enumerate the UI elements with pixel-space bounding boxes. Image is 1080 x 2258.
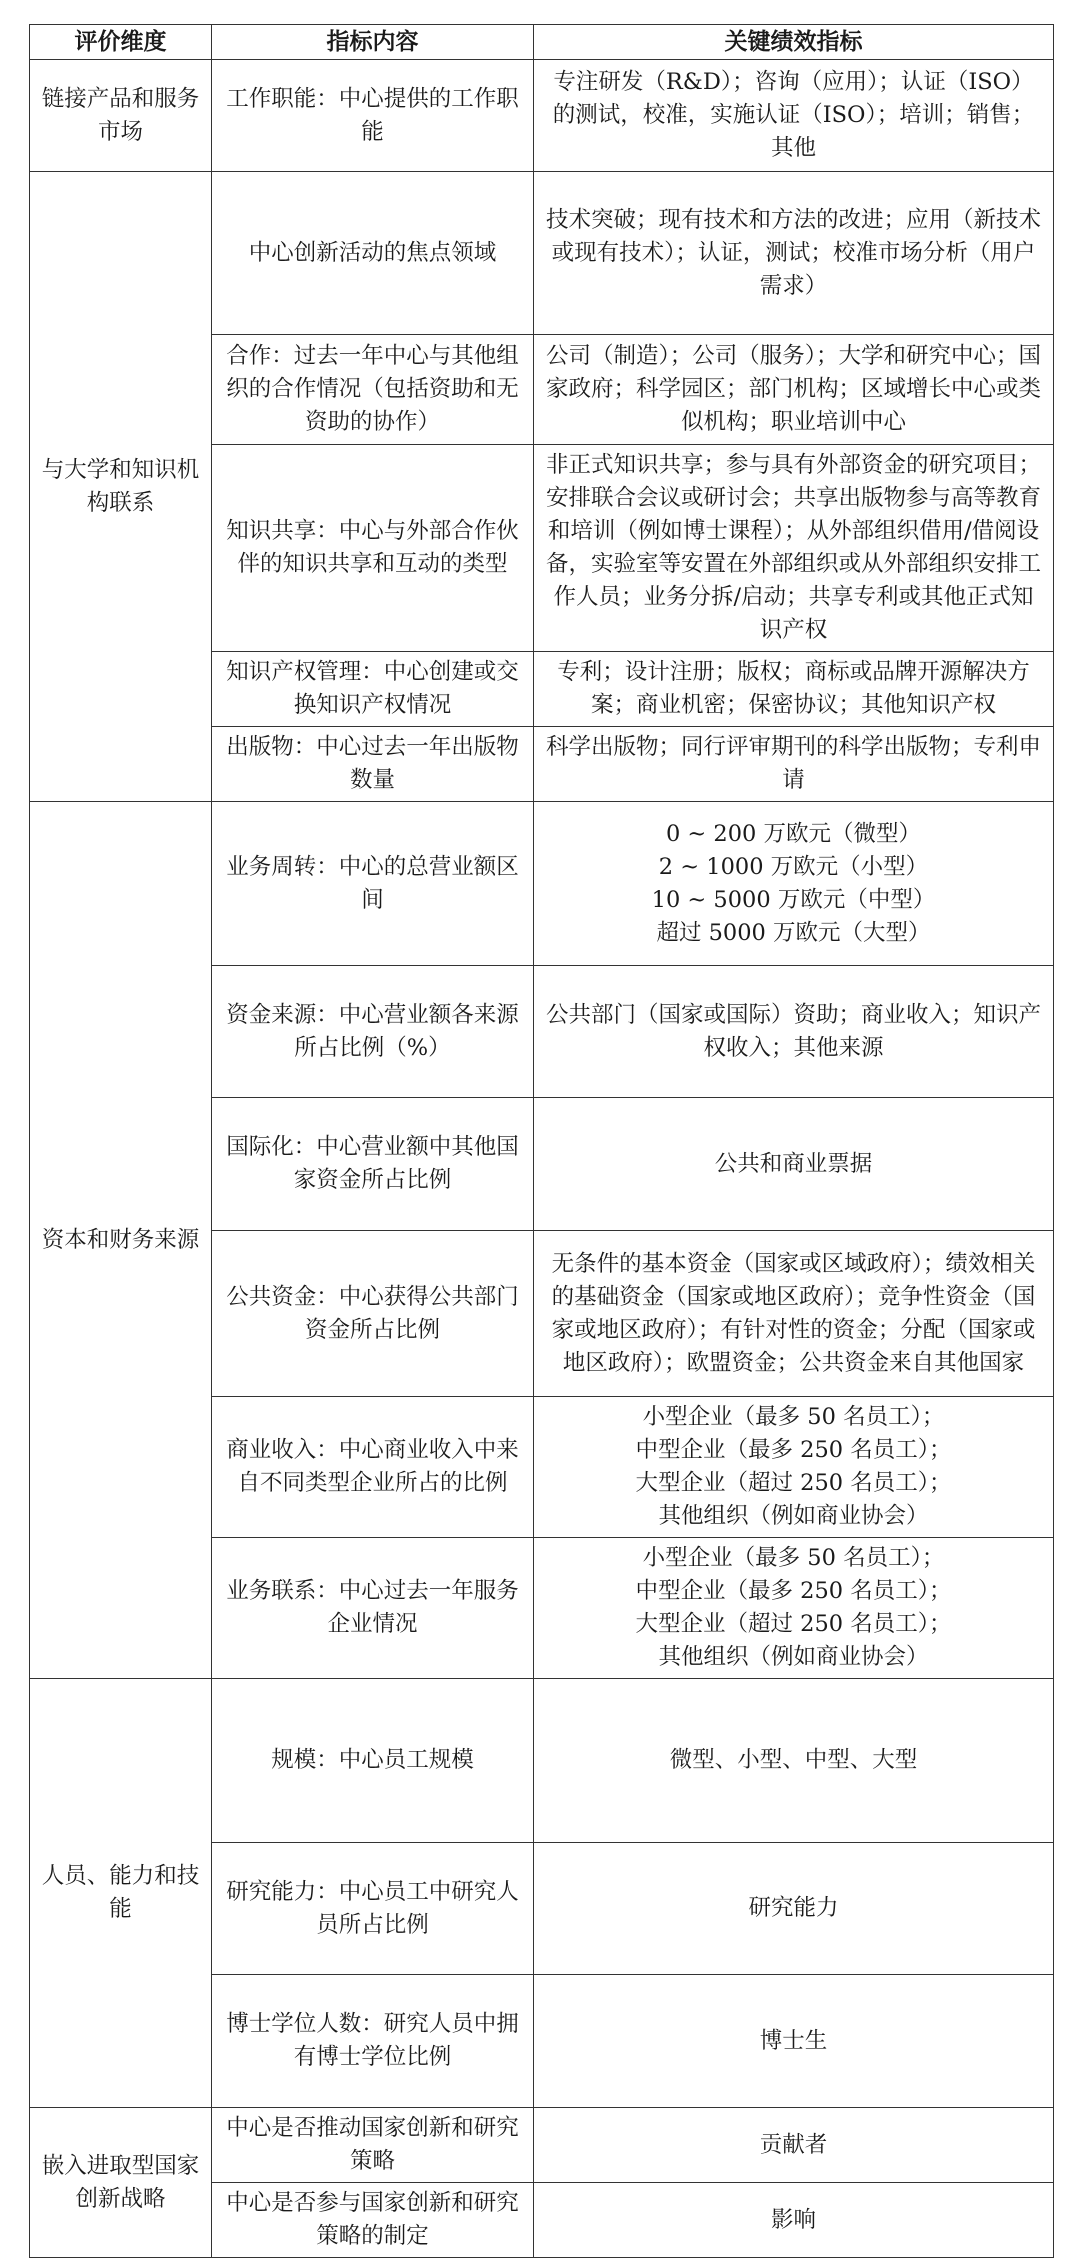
table-row <box>30 172 1054 335</box>
kpi-line: 10 ~ 5000 万欧元（中型） <box>651 886 936 913</box>
kpi-line: 其他组织（例如商业协会） <box>658 1644 929 1670</box>
table-row <box>30 60 1054 172</box>
indicator-content-cell: 规模：中心员工规模 <box>212 1679 534 1843</box>
kpi-cell: 贡献者 <box>534 2108 1054 2183</box>
kpi-cell: 影响 <box>534 2183 1054 2258</box>
indicator-content-cell: 工作职能：中心提供的工作职能 <box>212 60 534 172</box>
indicator-content-cell: 中心是否推动国家创新和研究策略 <box>212 2108 534 2183</box>
kpi-line: 小型企业（最多 50 名员工）； <box>642 1545 945 1571</box>
table-header-row <box>30 25 1054 60</box>
kpi-cell: 公共和商业票据 <box>534 1098 1054 1231</box>
kpi-line: 2 ~ 1000 万欧元（小型） <box>658 853 929 880</box>
kpi-cell: 公共部门（国家或国际）资助；商业收入；知识产权收入；其他来源 <box>534 966 1054 1098</box>
indicator-content-cell: 合作：过去一年中心与其他组织的合作情况（包括资助和无资助的协作） <box>212 335 534 445</box>
indicator-content-cell: 知识共享：中心与外部合作伙伴的知识共享和互动的类型 <box>212 445 534 652</box>
dimension-cell: 资本和财务来源 <box>30 802 212 1679</box>
kpi-cell: 无条件的基本资金（国家或区域政府）；绩效相关的基础资金（国家或地区政府）；竞争性资金（国家或地区政府）；有针对性的资金；分配（国家或地区政府）；欧盟资金；公共资金来自其他国家 <box>534 1231 1054 1397</box>
indicator-content-cell: 中心是否参与国家创新和研究策略的制定 <box>212 2183 534 2258</box>
kpi-line: 中型企业（最多 250 名员工）； <box>635 1578 952 1604</box>
kpi-cell <box>534 1538 1054 1679</box>
kpi-cell: 微型、小型、中型、大型 <box>534 1679 1054 1843</box>
indicator-content-cell: 业务周转：中心的总营业额区间 <box>212 802 534 966</box>
dimension-cell: 嵌入进取型国家创新战略 <box>30 2108 212 2258</box>
indicator-content-cell: 博士学位人数：研究人员中拥有博士学位比例 <box>212 1975 534 2108</box>
indicator-content-cell: 资金来源：中心营业额各来源所占比例（%） <box>212 966 534 1098</box>
kpi-line: 0 ~ 200 万欧元（微型） <box>665 820 922 847</box>
table-row <box>30 1679 1054 1843</box>
kpi-line: 大型企业（超过 250 名员工）； <box>635 1611 952 1637</box>
kpi-line: 超过 5000 万欧元（大型） <box>656 919 931 946</box>
table-row <box>30 802 1054 966</box>
kpi-line: 大型企业（超过 250 名员工）； <box>635 1470 952 1496</box>
indicator-content-cell: 研究能力：中心员工中研究人员所占比例 <box>212 1843 534 1975</box>
kpi-cell: 科学出版物；同行评审期刊的科学出版物；专利申请 <box>534 727 1054 802</box>
indicator-content-cell: 公共资金：中心获得公共部门资金所占比例 <box>212 1231 534 1397</box>
indicator-content-cell: 出版物：中心过去一年出版物数量 <box>212 727 534 802</box>
kpi-table <box>29 24 1054 2258</box>
kpi-cell <box>534 1397 1054 1538</box>
header-kpi: 关键绩效指标 <box>534 25 1054 60</box>
kpi-cell: 技术突破；现有技术和方法的改进；应用（新技术或现有技术）；认证，测试；校准市场分析（用户需求） <box>534 172 1054 335</box>
indicator-content-cell: 国际化：中心营业额中其他国家资金所占比例 <box>212 1098 534 1231</box>
kpi-cell: 博士生 <box>534 1975 1054 2108</box>
kpi-cell: 专注研发（R&D）；咨询（应用）；认证（ISO）的测试，校准，实施认证（ISO）；培训；销售；其他 <box>534 60 1054 172</box>
indicator-content-cell: 中心创新活动的焦点领域 <box>212 172 534 335</box>
kpi-cell: 专利；设计注册；版权；商标或品牌开源解决方案；商业机密；保密协议；其他知识产权 <box>534 652 1054 727</box>
kpi-line: 其他组织（例如商业协会） <box>658 1503 929 1529</box>
header-content: 指标内容 <box>212 25 534 60</box>
kpi-line: 中型企业（最多 250 名员工）； <box>635 1437 952 1463</box>
kpi-line: 小型企业（最多 50 名员工）； <box>642 1404 945 1430</box>
dimension-cell: 链接产品和服务市场 <box>30 60 212 172</box>
indicator-content-cell: 知识产权管理：中心创建或交换知识产权情况 <box>212 652 534 727</box>
kpi-cell: 公司（制造）；公司（服务）；大学和研究中心；国家政府；科学园区；部门机构；区域增长中心或类似机构；职业培训中心 <box>534 335 1054 445</box>
dimension-cell: 人员、能力和技能 <box>30 1679 212 2108</box>
kpi-cell: 非正式知识共享；参与具有外部资金的研究项目；安排联合会议或研讨会；共享出版物参与高等教育和培训（例如博士课程）；从外部组织借用/借阅设备，实验室等安置在外部组织或从外部组织安排工作人员；业务分拆/启动；共享专利或其他正式知识产权 <box>534 445 1054 652</box>
kpi-cell: 研究能力 <box>534 1843 1054 1975</box>
indicator-content-cell: 商业收入：中心商业收入中来自不同类型企业所占的比例 <box>212 1397 534 1538</box>
dimension-cell: 与大学和知识机构联系 <box>30 172 212 802</box>
header-dimension: 评价维度 <box>30 25 212 60</box>
kpi-cell <box>534 802 1054 966</box>
table-row <box>30 2108 1054 2183</box>
indicator-content-cell: 业务联系：中心过去一年服务企业情况 <box>212 1538 534 1679</box>
